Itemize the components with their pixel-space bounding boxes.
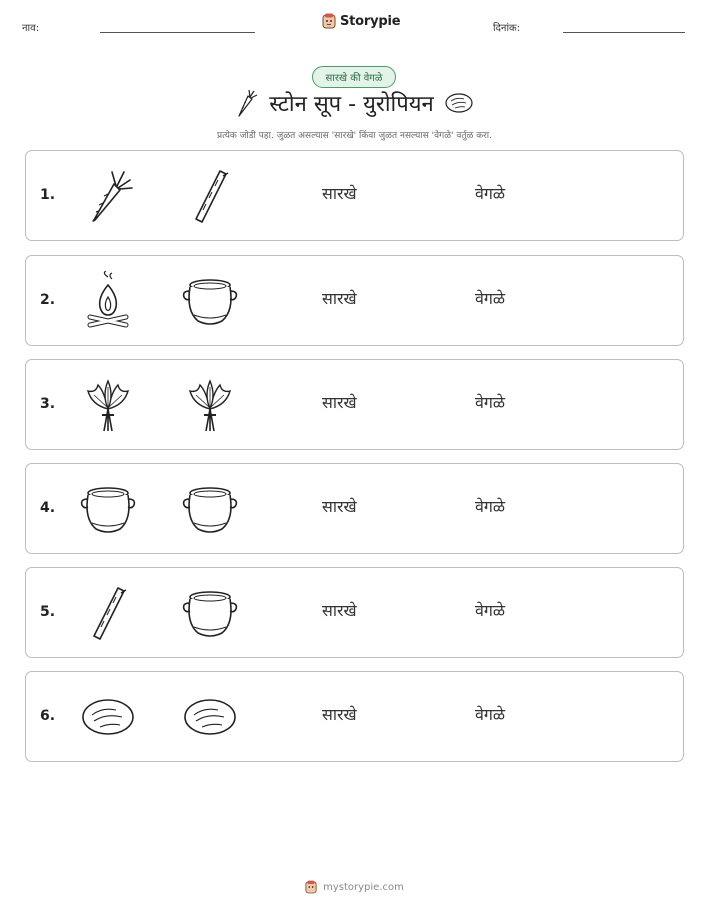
different-option[interactable]: वेगळे: [475, 184, 506, 203]
instructions: प्रत्येक जोडी पहा. जुळत असल्यास 'सारखे' किंवा जुळत नसल्यास 'वेगळे' वर्तुळ करा.: [216, 131, 492, 141]
same-option[interactable]: सारखे: [322, 601, 357, 620]
stone-icon: [180, 687, 240, 747]
same-option[interactable]: सारखे: [322, 393, 357, 412]
date-field-line[interactable]: [563, 32, 685, 33]
left-picture: [78, 375, 138, 435]
left-picture: [78, 479, 138, 539]
question-row: [25, 255, 684, 346]
right-picture: [180, 271, 240, 331]
different-option[interactable]: वेगळे: [475, 705, 506, 724]
herbs-icon: [78, 375, 138, 435]
right-picture: [180, 583, 240, 643]
pot-icon: [78, 479, 138, 539]
stone-icon: [444, 91, 474, 115]
left-picture: [78, 166, 138, 226]
question-row: [25, 359, 684, 450]
question-row: [25, 463, 684, 554]
question-number: 1.: [40, 187, 56, 203]
storypie-logo: [322, 13, 400, 29]
footer-url: mystorypie.com: [323, 881, 404, 893]
same-option[interactable]: सारखे: [322, 289, 357, 308]
different-option[interactable]: वेगळे: [475, 289, 506, 308]
same-option[interactable]: सारखे: [322, 497, 357, 516]
name-label: नाव:: [22, 23, 40, 34]
right-picture: [180, 479, 240, 539]
name-field-line[interactable]: [100, 32, 255, 33]
different-option[interactable]: वेगळे: [475, 601, 506, 620]
question-number: 2.: [40, 292, 56, 308]
date-label: दिनांक:: [493, 23, 521, 34]
question-row: [25, 567, 684, 658]
same-option[interactable]: सारखे: [322, 705, 357, 724]
storypie-mascot-icon: [322, 13, 336, 29]
pot-icon: [180, 479, 240, 539]
worksheet-type-badge: सारखे की वेगळे: [312, 66, 396, 88]
right-picture: [180, 375, 240, 435]
herbs-icon: [180, 375, 240, 435]
left-picture: [78, 583, 138, 643]
right-picture: [180, 166, 240, 226]
footer: [0, 880, 709, 894]
right-picture: [180, 687, 240, 747]
stick-icon: [180, 166, 240, 226]
left-picture: [78, 271, 138, 331]
storypie-mascot-icon: [305, 880, 317, 894]
left-picture: [78, 687, 138, 747]
question-number: 6.: [40, 708, 56, 724]
title-row: [0, 88, 709, 118]
carrot-icon: [78, 166, 138, 226]
question-row: [25, 671, 684, 762]
brand-name: Storypie: [340, 13, 401, 29]
carrot-icon: [235, 88, 259, 118]
same-option[interactable]: सारखे: [322, 184, 357, 203]
different-option[interactable]: वेगळे: [475, 497, 506, 516]
pot-icon: [180, 271, 240, 331]
question-number: 4.: [40, 500, 56, 516]
different-option[interactable]: वेगळे: [475, 393, 506, 412]
stone-icon: [78, 687, 138, 747]
campfire-icon: [78, 271, 138, 331]
page-title: स्टोन सूप - युरोपियन: [269, 92, 434, 117]
pot-icon: [180, 583, 240, 643]
question-row: [25, 150, 684, 241]
question-number: 5.: [40, 604, 56, 620]
question-number: 3.: [40, 396, 56, 412]
stick-icon: [78, 583, 138, 643]
